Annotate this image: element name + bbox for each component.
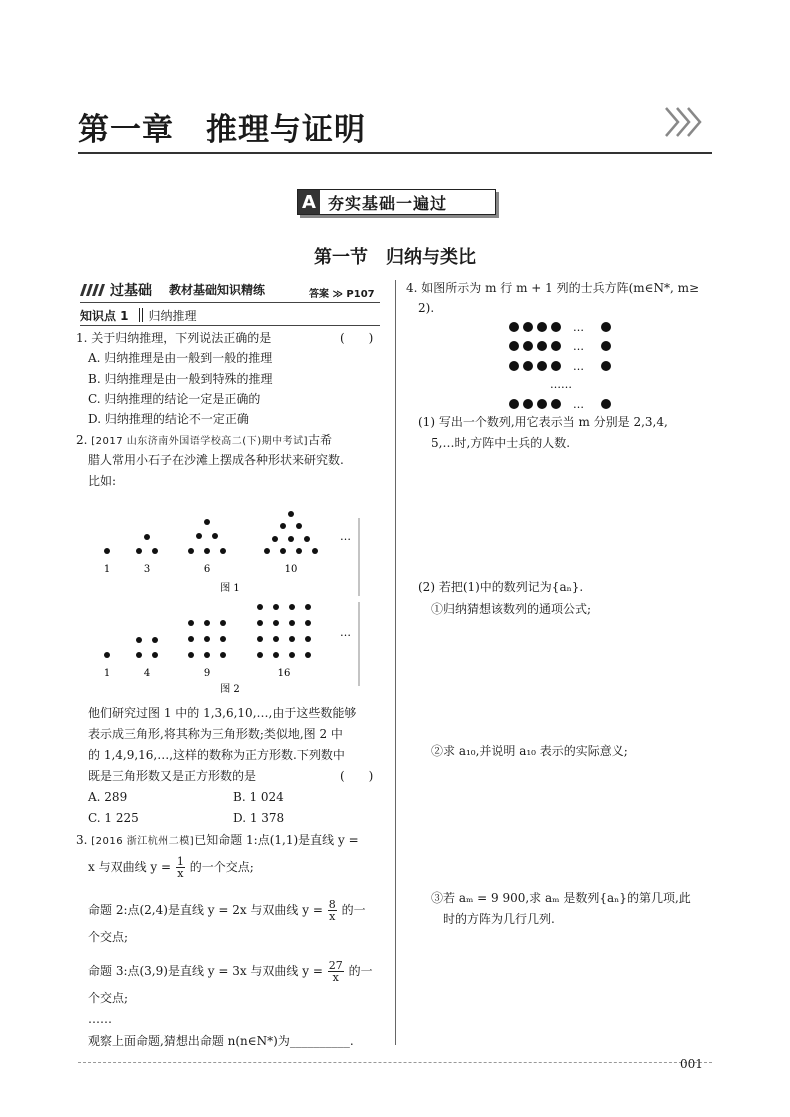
dot xyxy=(523,341,533,351)
row-ellipsis: … xyxy=(573,360,584,373)
q4-part2-iii-a: ③若 aₘ = 9 900,求 aₘ 是数列{aₙ}的第几项,此 xyxy=(431,891,691,905)
q4-part2-ii: ②求 a₁₀,并说明 a₁₀ 表示的实际意义; xyxy=(431,744,628,758)
q2-body-2: 表示成三角形,将其称为三角形数;类似地,图 2 中 xyxy=(88,727,343,741)
fig2-label: 4 xyxy=(143,668,151,679)
fig1-label: 10 xyxy=(284,564,298,575)
left-header xyxy=(80,280,380,302)
fig2-label: 9 xyxy=(203,668,211,679)
answer-reference: 答案 ≫ P107 xyxy=(309,289,375,300)
dot xyxy=(601,399,611,409)
dot xyxy=(296,523,302,529)
knowledge-point xyxy=(80,306,197,324)
rows-ellipsis: …… xyxy=(550,378,572,391)
q3-prop3-c: 个交点; xyxy=(88,991,129,1005)
dot xyxy=(305,636,311,642)
dot xyxy=(152,652,158,658)
dot xyxy=(220,636,226,642)
q3-prop1-c: 的一个交点; xyxy=(189,860,254,874)
dot xyxy=(136,652,142,658)
footer-rule xyxy=(78,1062,712,1063)
section-title: 第一节 归纳与类比 xyxy=(314,247,476,268)
q3-line5 xyxy=(88,960,373,983)
q3-dots: …… xyxy=(88,1012,112,1026)
q4-line2: 2). xyxy=(418,301,435,315)
dot xyxy=(288,511,294,517)
left-header-subtitle: 教材基础知识精练 xyxy=(169,283,266,297)
chapter-rule xyxy=(78,152,712,154)
dot xyxy=(289,620,295,626)
dot xyxy=(289,636,295,642)
dot xyxy=(188,636,194,642)
fig2-label: 1 xyxy=(103,668,111,679)
dot xyxy=(509,322,519,332)
q2-option-a: A. 289 xyxy=(88,790,128,804)
dot xyxy=(196,533,202,539)
dot xyxy=(537,399,547,409)
dot xyxy=(272,536,278,542)
dot xyxy=(551,341,561,351)
column-divider xyxy=(395,280,396,1045)
dot xyxy=(305,620,311,626)
fig1-label: 3 xyxy=(143,564,151,575)
q3-line3 xyxy=(88,899,366,922)
fig2-caption: 图 2 xyxy=(220,684,240,695)
q2-number: 2. xyxy=(76,433,88,447)
q1-blank: ( ) xyxy=(340,331,374,345)
dot xyxy=(312,548,318,554)
q2-line1 xyxy=(76,432,332,450)
dot xyxy=(188,548,194,554)
dot xyxy=(212,533,218,539)
dot xyxy=(601,341,611,351)
dot xyxy=(264,548,270,554)
fig1-label: 6 xyxy=(203,564,211,575)
section-banner xyxy=(297,189,496,215)
chevron-right-icon xyxy=(662,104,706,140)
dot xyxy=(551,322,561,332)
row-ellipsis: … xyxy=(573,340,584,353)
dot xyxy=(523,322,533,332)
q2-body-1: 他们研究过图 1 中的 1,3,6,10,…,由于这些数能够 xyxy=(88,706,357,720)
fig1-caption: 图 1 xyxy=(220,583,240,594)
dot xyxy=(304,536,310,542)
fig1-ellipsis: … xyxy=(340,530,351,543)
dot xyxy=(136,637,142,643)
dot xyxy=(509,361,519,371)
dot xyxy=(537,341,547,351)
q3-line2 xyxy=(88,856,254,879)
dot xyxy=(289,652,295,658)
dot xyxy=(220,652,226,658)
fraction: $\frac{27}{x}$ xyxy=(328,959,343,984)
q4-part2-iii-b: 时的方阵为几行几列. xyxy=(443,912,555,926)
q4-part1-a: (1) 写出一个数列,用它表示当 m 分别是 2,3,4, xyxy=(418,415,668,429)
dot xyxy=(289,604,295,610)
q2-option-b: B. 1 024 xyxy=(233,790,284,804)
q2-line3: 比如: xyxy=(88,474,117,488)
q3-prop3-a: 命题 3:点(3,9)是直线 y = 3x 与双曲线 y = xyxy=(88,964,323,978)
q1-option-d: D. 归纳推理的结论不一定正确 xyxy=(88,412,249,426)
q2-body-3: 的 1,4,9,16,…,这样的数称为正方形数.下列数中 xyxy=(88,748,345,762)
dot xyxy=(104,652,110,658)
fig1-label: 1 xyxy=(103,564,111,575)
banner-tag: A xyxy=(298,190,320,214)
q2-line2: 腊人常用小石子在沙滩上摆成各种形状来研究数. xyxy=(88,453,344,467)
dot xyxy=(144,534,150,540)
q3-prop2-c: 个交点; xyxy=(88,930,129,944)
q2-source: [2017 山东济南外国语学校高二(下)期中考试] xyxy=(91,436,309,447)
dot xyxy=(288,536,294,542)
knowledge-point-topic: 归纳推理 xyxy=(148,308,197,323)
row-ellipsis: … xyxy=(573,398,584,411)
q2-option-c: C. 1 225 xyxy=(88,811,139,825)
dot xyxy=(523,399,533,409)
dot xyxy=(257,636,263,642)
dot xyxy=(273,620,279,626)
chapter-title: 第一章 推理与证明 xyxy=(78,112,366,148)
dot xyxy=(188,620,194,626)
q2-option-d: D. 1 378 xyxy=(233,811,285,825)
q3-prop3-b: 的一 xyxy=(348,964,373,978)
stripes-icon xyxy=(80,284,106,296)
dot xyxy=(152,637,158,643)
knowledge-point-label: 知识点 1 xyxy=(80,308,129,323)
dot xyxy=(152,548,158,554)
q3-prop1-a: 已知命题 1:点(1,1)是直线 y = xyxy=(194,833,359,847)
q2-line1-tail: 古希 xyxy=(308,433,333,447)
page-number: 001 xyxy=(680,1057,703,1071)
q4-part2: (2) 若把(1)中的数列记为{aₙ}. xyxy=(418,580,584,594)
dot xyxy=(273,604,279,610)
dot xyxy=(273,652,279,658)
dot xyxy=(509,341,519,351)
dot xyxy=(537,361,547,371)
dot xyxy=(305,652,311,658)
soldier-formation-figure xyxy=(500,316,630,412)
dot xyxy=(523,361,533,371)
fraction: $\frac{1}{x}$ xyxy=(176,855,184,880)
q3-ask: 观察上面命题,猜想出命题 n(n∈N*)为__________. xyxy=(88,1034,354,1048)
dot xyxy=(257,604,263,610)
q4-line1: 4. 如图所示为 m 行 m + 1 列的士兵方阵(m∈N*, m≥ xyxy=(406,281,700,295)
q3-prop1-b: x 与双曲线 y = xyxy=(88,860,172,874)
dot xyxy=(280,548,286,554)
q3-source: [2016 浙江杭州二模] xyxy=(91,836,195,847)
q1-option-c: C. 归纳推理的结论一定是正确的 xyxy=(88,392,261,406)
dot xyxy=(220,620,226,626)
dot xyxy=(601,361,611,371)
q3-line1 xyxy=(76,832,359,850)
dot xyxy=(537,322,547,332)
q3-prop2-a: 命题 2:点(2,4)是直线 y = 2x 与双曲线 y = xyxy=(88,903,323,917)
banner-label: 夯实基础一遍过 xyxy=(328,193,448,213)
q3-number: 3. xyxy=(76,833,88,847)
dot xyxy=(204,620,210,626)
q3-prop2-b: 的一 xyxy=(341,903,366,917)
dot xyxy=(551,361,561,371)
q4-part2-i: ①归纳猜想该数列的通项公式; xyxy=(431,602,592,616)
dot xyxy=(136,548,142,554)
figure-2-square xyxy=(90,598,370,698)
left-header-title: 过基础 xyxy=(110,283,152,299)
fraction: $\frac{8}{x}$ xyxy=(328,898,336,923)
dot xyxy=(220,548,226,554)
dot xyxy=(273,636,279,642)
figure-1-triangular xyxy=(90,510,370,600)
q4-part1-b: 5,…时,方阵中士兵的人数. xyxy=(431,436,571,450)
dot xyxy=(280,523,286,529)
dot xyxy=(104,548,110,554)
q1-stem: 1. 关于归纳推理，下列说法正确的是 xyxy=(76,331,272,345)
dot xyxy=(257,620,263,626)
dot xyxy=(188,652,194,658)
dot xyxy=(601,322,611,332)
fig2-label: 16 xyxy=(277,668,291,679)
q1-option-a: A. 归纳推理是由一般到一般的推理 xyxy=(88,351,273,365)
dot xyxy=(204,548,210,554)
dot xyxy=(551,399,561,409)
dot xyxy=(257,652,263,658)
dot xyxy=(296,548,302,554)
q2-body-4: 既是三角形数又是正方形数的是 xyxy=(88,769,257,783)
dot xyxy=(204,519,210,525)
dot xyxy=(509,399,519,409)
knowledge-point-rule xyxy=(80,325,380,326)
fig2-ellipsis: … xyxy=(340,626,351,639)
dot xyxy=(204,652,210,658)
row-ellipsis: … xyxy=(573,321,584,334)
left-header-rule xyxy=(80,302,380,303)
q1-option-b: B. 归纳推理是由一般到特殊的推理 xyxy=(88,372,273,386)
dot xyxy=(305,604,311,610)
dot xyxy=(204,636,210,642)
q2-blank: ( ) xyxy=(340,769,374,783)
